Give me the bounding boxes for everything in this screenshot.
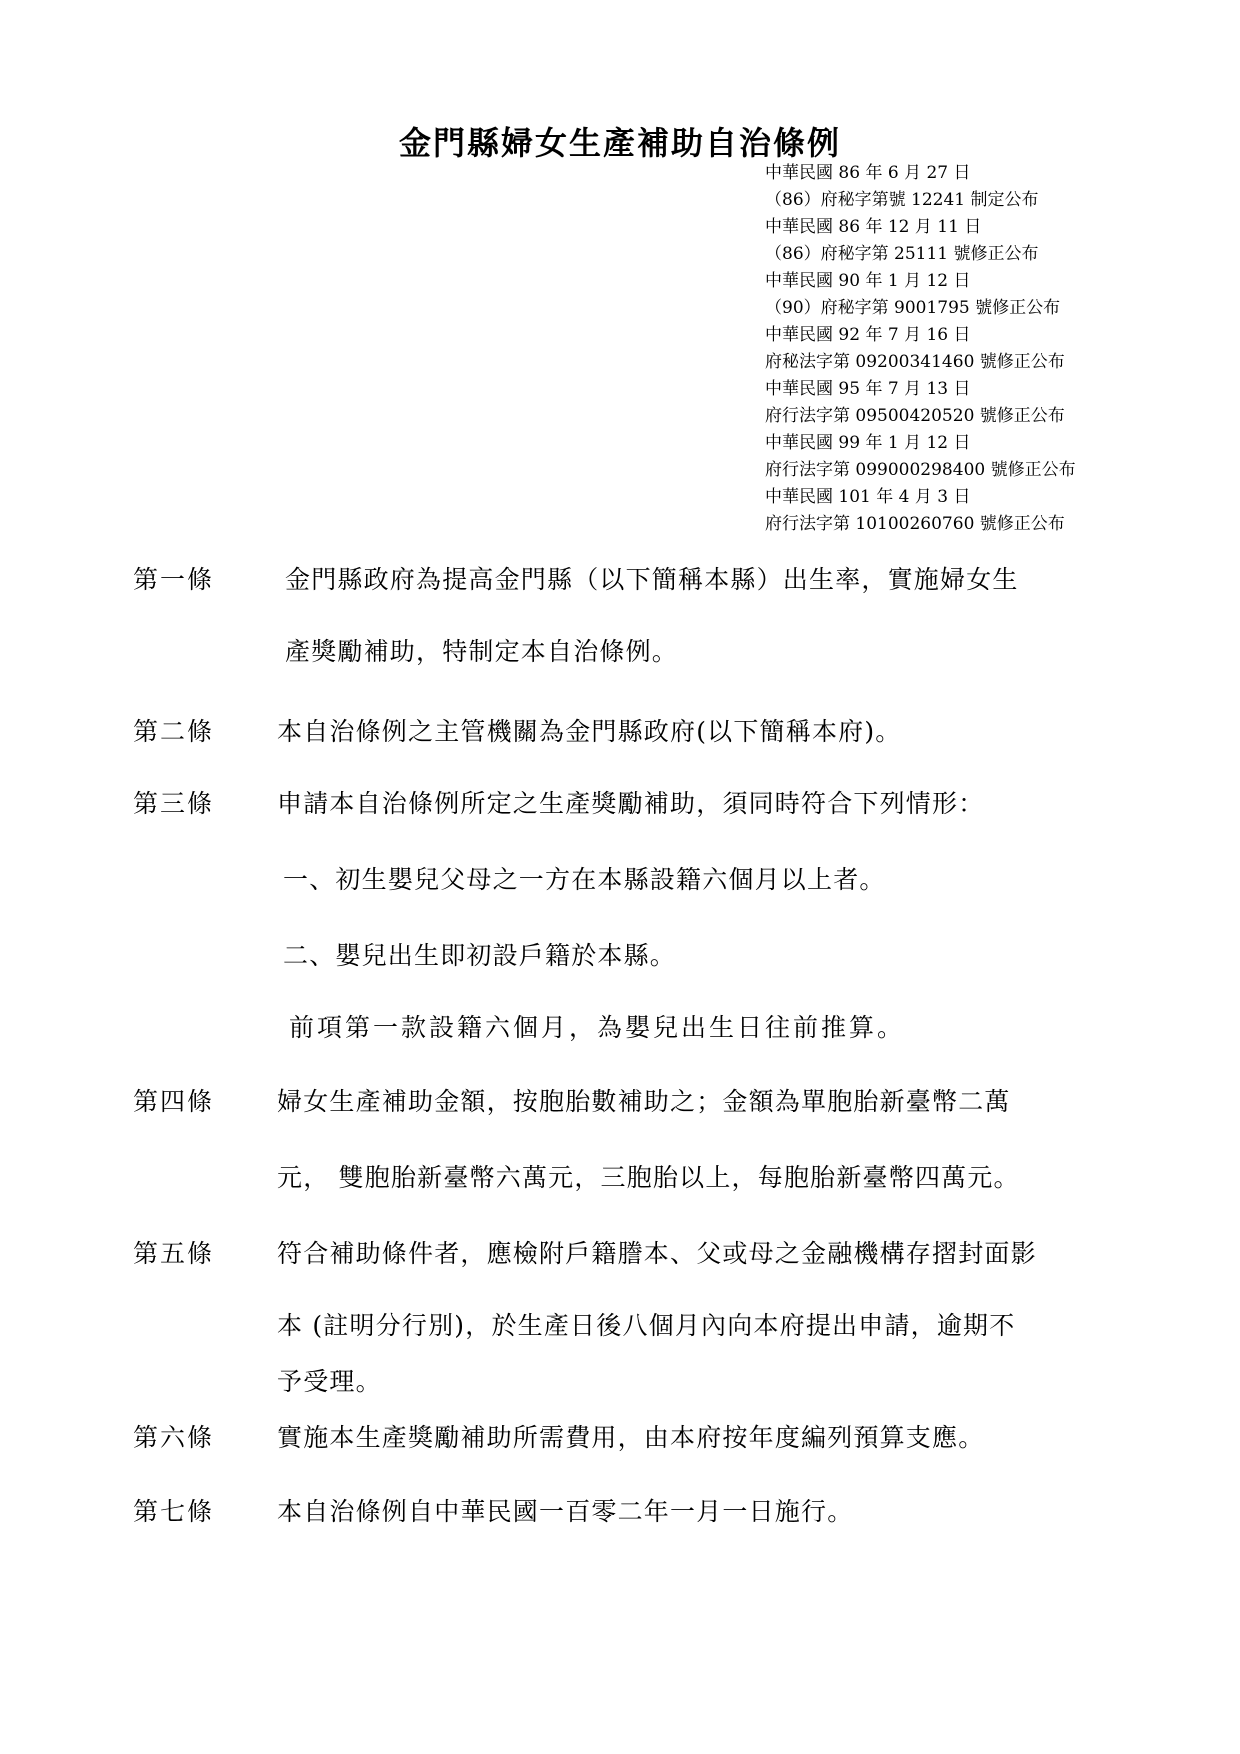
article-text-line: 予受理。 — [277, 1367, 382, 1396]
article-label: 第二條 — [133, 717, 215, 746]
history-line: 中華民國 86 年 6 月 27 日 — [765, 163, 971, 183]
history-line: 府秘法字第 09200341460 號修正公布 — [765, 352, 1065, 372]
history-line: 中華民國 92 年 7 月 16 日 — [765, 325, 971, 345]
article-text-line: 金門縣政府為提高金門縣（以下簡稱本縣）出生率，實施婦女生 — [285, 565, 1019, 594]
history-line: （86）府秘字第號 12241 制定公布 — [765, 190, 1039, 210]
article-text-line: 符合補助條件者，應檢附戶籍謄本、父或母之金融機構存摺封面影 — [277, 1239, 1037, 1268]
article-text-line: 本 (註明分行別)，於生產日後八個月內向本府提出申請，逾期不 — [277, 1311, 1016, 1340]
article-label: 第三條 — [133, 789, 215, 818]
article-text-line: 前項第一款設籍六個月，為嬰兒出生日往前推算。 — [289, 1013, 906, 1042]
history-line: 中華民國 86 年 12 月 11 日 — [765, 217, 982, 237]
article-text-line: 一、初生嬰兒父母之一方在本縣設籍六個月以上者。 — [283, 865, 886, 894]
history-line: 中華民國 101 年 4 月 3 日 — [765, 487, 971, 507]
article-text-line: 婦女生產補助金額，按胞胎數補助之；金額為單胞胎新臺幣二萬 — [277, 1087, 1011, 1116]
history-line: （86）府秘字第 25111 號修正公布 — [765, 244, 1039, 264]
article-text-line: 二、嬰兒出生即初設戶籍於本縣。 — [283, 941, 677, 970]
article-label: 第四條 — [133, 1087, 215, 1116]
history-line: 府行法字第 09500420520 號修正公布 — [765, 406, 1065, 426]
history-line: 府行法字第 099000298400 號修正公布 — [765, 460, 1076, 480]
article-label: 第五條 — [133, 1239, 215, 1268]
article-label: 第七條 — [133, 1497, 215, 1526]
article-text-line: 本自治條例自中華民國一百零二年一月一日施行。 — [277, 1497, 854, 1526]
history-line: 中華民國 99 年 1 月 12 日 — [765, 433, 971, 453]
history-line: 府行法字第 10100260760 號修正公布 — [765, 514, 1065, 534]
document-title: 金門縣婦女生產補助自治條例 — [398, 124, 841, 162]
history-line: （90）府秘字第 9001795 號修正公布 — [765, 298, 1061, 318]
article-label: 第六條 — [133, 1423, 215, 1452]
article-label: 第一條 — [133, 565, 215, 594]
history-line: 中華民國 90 年 1 月 12 日 — [765, 271, 971, 291]
article-text-line: 申請本自治條例所定之生產獎勵補助，須同時符合下列情形： — [277, 789, 985, 818]
article-text-line: 元， 雙胞胎新臺幣六萬元，三胞胎以上，每胞胎新臺幣四萬元。 — [277, 1163, 1020, 1192]
article-text-line: 產獎勵補助，特制定本自治條例。 — [285, 637, 679, 666]
history-line: 中華民國 95 年 7 月 13 日 — [765, 379, 971, 399]
article-text-line: 本自治條例之主管機關為金門縣政府(以下簡稱本府)。 — [277, 717, 902, 746]
article-text-line: 實施本生產獎勵補助所需費用，由本府按年度編列預算支應。 — [277, 1423, 985, 1452]
